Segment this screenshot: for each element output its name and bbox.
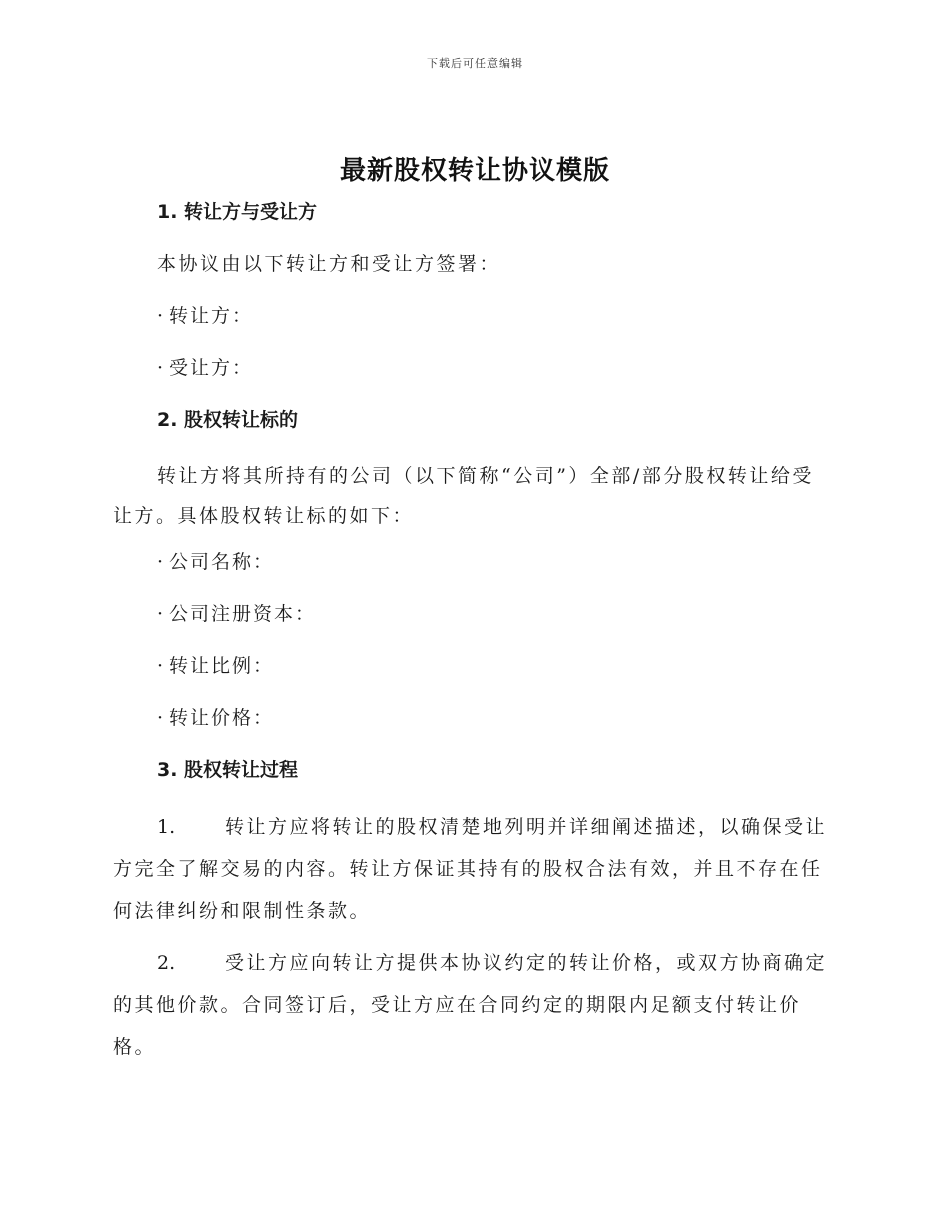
header-note: 下载后可任意编辑 bbox=[427, 57, 523, 70]
section-heading-1: 1. 转让方与受让方 bbox=[157, 201, 318, 223]
section-2-intro: 转让方将其所持有的公司（以下简称“公司”）全部/部分股权转让给受让方。具体股权转让标的如下： bbox=[113, 465, 814, 527]
section-1-intro: 本协议由以下转让方和受让方签署： bbox=[157, 253, 502, 275]
item-text: 转让方应将转让的股权清楚地列明并详细阐述描述，以确保受让方完全了解交易的内容。转让方保证其持有的股权合法有效，并且不存在任何法律纠纷和限制性条款。 bbox=[113, 816, 828, 922]
item-number: 2. bbox=[157, 952, 176, 974]
item-number: 1. bbox=[157, 816, 176, 838]
bullet-dot-icon: · bbox=[157, 603, 166, 625]
spacer bbox=[113, 536, 835, 546]
item-text: 受让方应向转让方提供本协议约定的转让价格，或双方协商确定的其他价款。合同签订后，受让方应在合同约定的期限内足额支付转让价格。 bbox=[113, 952, 828, 1058]
bullet-dot-icon: · bbox=[157, 707, 166, 729]
bullet-item bbox=[157, 598, 835, 650]
section-heading-3: 3. 股权转让过程 bbox=[157, 759, 299, 781]
bullet-item bbox=[157, 650, 835, 702]
bullet-item bbox=[157, 352, 835, 404]
numbered-item bbox=[113, 942, 835, 1068]
bullet-text: 受让方： bbox=[169, 357, 254, 379]
bullet-text: 转让方： bbox=[169, 305, 254, 327]
bullet-dot-icon: · bbox=[157, 655, 166, 677]
bullet-text: 公司注册资本： bbox=[169, 603, 317, 625]
bullet-item bbox=[157, 300, 835, 352]
bullet-text: 转让比例： bbox=[169, 655, 275, 677]
bullet-item bbox=[157, 702, 835, 754]
section-heading-2: 2. 股权转让标的 bbox=[157, 409, 299, 431]
document-title: 最新股权转让协议模版 bbox=[339, 156, 610, 186]
numbered-item bbox=[113, 806, 835, 932]
document-body bbox=[113, 196, 835, 1078]
bullet-text: 转让价格： bbox=[169, 707, 275, 729]
bullet-dot-icon: · bbox=[157, 357, 166, 379]
bullet-dot-icon: · bbox=[157, 551, 166, 573]
bullet-item bbox=[157, 546, 835, 598]
bullet-text: 公司名称： bbox=[169, 551, 275, 573]
bullet-dot-icon: · bbox=[157, 305, 166, 327]
